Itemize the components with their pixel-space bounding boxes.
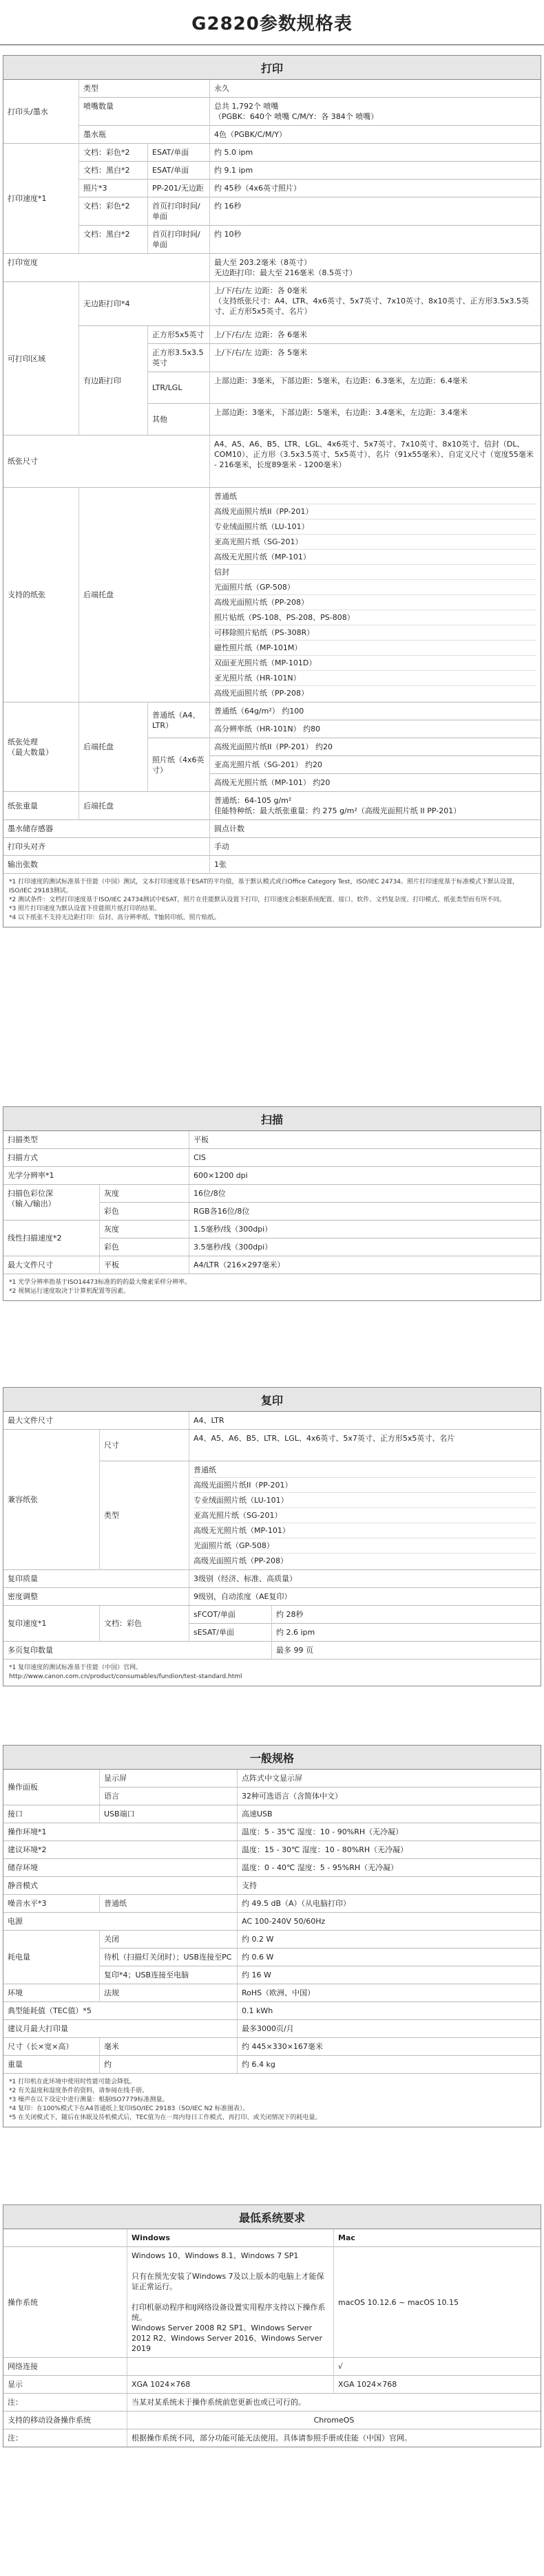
general-duty-key: 建议月最大打印量 (3, 2020, 238, 2038)
print-ink-tank-value: 4色（PGBK/C/M/Y） (210, 126, 541, 144)
system-section (3, 2204, 541, 2447)
copy-notes: *1 复印速度的测试标准基于佳能（中国）官网。 http://www.canon.com.cn/product/consumables/fundion/test-standard.html (9, 1664, 242, 1680)
print-qty-value: 1张 (210, 856, 541, 874)
print-area-size: LTR/LGL (148, 372, 210, 404)
copy-paper-item: 高级光面照片纸II（PP-201） (193, 1478, 536, 1493)
copy-multi-key: 多页复印数量 (3, 1642, 272, 1660)
print-head-label: 打印头/墨水 (3, 80, 79, 144)
paper-type-item: 照片贴纸（PS-108、PS-208、PS-808） (214, 610, 536, 625)
print-area-margin: 上/下/右/左 边距：各 6毫米 (210, 326, 541, 344)
print-speed-value: 约 45秒（4x6英寸照片） (210, 180, 541, 197)
print-speed-key: 文档：彩色*2 (79, 197, 148, 226)
general-consumption-value: 约 0.6 W (238, 1949, 541, 1966)
paper-type-item: 高级光面照片纸II（PP-201） (214, 504, 536, 519)
paper-type-item: 亚高光照片纸（SG-201） (214, 535, 536, 550)
general-iface-key: 接口 (3, 1805, 100, 1823)
scan-line-key: 灰度 (100, 1221, 189, 1238)
print-weight-label: 纸张重量 (3, 792, 79, 820)
print-speed-key: 文档：黑白*2 (79, 226, 148, 254)
scan-depth-value: 16位/8位 (189, 1185, 541, 1203)
print-supported-paper-list (210, 488, 541, 702)
print-speed-mode: ESAT/单面 (148, 144, 210, 162)
print-ink-sensor-label: 墨水储存感器 (3, 820, 210, 838)
print-speed-value: 约 5.0 ipm (210, 144, 541, 162)
print-ink-tank-key: 墨水瓶 (79, 126, 210, 144)
copy-size-value: A4、A5、A6、B5、LTR、LGL、4x6英寸、5x7英寸、正方形5x5英寸、名片 (189, 1430, 541, 1461)
system-display-mac: XGA 1024×768 (334, 2376, 541, 2394)
print-head-type-key: 类型 (79, 80, 210, 98)
scan-line-label: 线性扫描速度*2 (3, 1221, 100, 1256)
scan-line-key: 彩色 (100, 1238, 189, 1256)
copy-type-label: 类型 (100, 1461, 189, 1570)
print-speed-mode: ESAT/单面 (148, 162, 210, 180)
system-browser-windows (127, 2358, 334, 2376)
paper-type-item: 双面亚光照片纸（MP-101D） (214, 656, 536, 671)
print-align-value: 手动 (210, 838, 541, 856)
general-weight-key: 重量 (3, 2056, 100, 2074)
print-bordered-label: 有边距打印 (79, 326, 148, 436)
print-area-margin: 上部边距：3毫米，下部边距：5毫米，右边距：6.3毫米，左边距：6.4毫米 (210, 372, 541, 404)
system-footer-value: 根据操作系统不同，部分功能可能无法使用。具体请参照手册或佳能（中国）官网。 (132, 2434, 412, 2443)
system-note-value: 当某对某系统未于操作系统前您更新也或已可行的。 (127, 2394, 541, 2412)
print-speed-value: 约 16秒 (210, 197, 541, 226)
print-capacity-item: 普通纸（64g/m²） 约100 (210, 702, 541, 720)
copy-speed-value: 约 2.6 ipm (272, 1624, 541, 1642)
general-section (3, 1745, 541, 2127)
scan-depth-key: 彩色 (100, 1203, 189, 1221)
print-area-margin: 上部边距：3毫米，下部边距：5毫米，右边距：3.4毫米，左边距：3.4毫米 (210, 404, 541, 436)
system-section-heading: 最低系统要求 (3, 2205, 541, 2229)
copy-max-key: 最大文件尺寸 (3, 1412, 189, 1430)
print-capacity-label: 纸张处理 （最大数量） (3, 702, 79, 792)
general-tec-value: 0.1 kWh (238, 2002, 541, 2020)
general-weight-sub: 约 (100, 2056, 238, 2074)
system-display-label: 显示 (3, 2376, 127, 2394)
print-width-value: 最大至 203.2毫米（8英寸） 无边距打印：最大至 216毫米（8.5英寸） (210, 254, 541, 282)
general-dims-sub: 毫米 (100, 2038, 238, 2056)
system-display-windows: XGA 1024×768 (127, 2376, 334, 2394)
scan-row-key: 扫描类型 (3, 1131, 189, 1149)
print-weight-value: 普通纸：64-105 g/m² 佳能特种纸：最大纸张重量：约 275 g/m²（高级光面照片纸 II PP-201） (210, 792, 541, 820)
general-consumption-key: 复印*4；USB连接至电脑 (100, 1966, 238, 1984)
print-weight-tray: 后端托盘 (79, 792, 210, 820)
copy-paper-item: 普通纸 (193, 1463, 536, 1478)
print-area-margin: 上/下/右/左 边距：各 5毫米 (210, 344, 541, 372)
general-panel-value: 32种可选语言（含简体中文） (238, 1788, 541, 1805)
general-noise-value: 约 49.5 dB（A）（从电脑打印） (238, 1895, 541, 1913)
print-section-heading: 打印 (3, 56, 541, 80)
print-speed-mode: PP-201/无边距 (148, 180, 210, 197)
print-speed-key: 文档：彩色*2 (79, 144, 148, 162)
print-speed-mode: 首页打印时间/单面 (148, 226, 210, 254)
scan-section (3, 1106, 541, 1301)
print-head-type-value: 永久 (210, 80, 541, 98)
system-mobile-label: 支持的移动设备操作系统 (3, 2412, 127, 2429)
system-os-label: 操作系统 (3, 2247, 127, 2358)
general-env-std-key: 环境 (3, 1984, 100, 2002)
scan-depth-label: 扫描色彩位深 （输入/输出） (3, 1185, 100, 1221)
scan-max-value: A4/LTR（216×297毫米） (189, 1256, 541, 1274)
general-consumption-key: 待机（扫描灯关闭时）；USB连接至PC (100, 1949, 238, 1966)
scan-row-key: 光学分辨率*1 (3, 1167, 189, 1185)
print-supported-paper-tray: 后端托盘 (79, 488, 210, 702)
scan-depth-key: 灰度 (100, 1185, 189, 1203)
paper-type-item: 磁性照片纸（MP-101M） (214, 641, 536, 656)
print-notes: *1 打印速度的测试标准基于佳能（中国）测试，文本打印速度基于ESAT的平均值，基于默认模式或白Office Category Test，ISO/IEC 24734。照片打印速度基于标准模式下默认设置，ISO/IEC 29183测试。 *2 测试条件：文档打印速度基于ISO/IEC 24734测试中ESAT，照片在佳能默认设置下打印，打印速度会根据系统配置、接口、软件、文档复杂度、打印模式、纸张类型而有所不同。 *3 照片打印速度为默认设置下佳能照片纸打印的结果。 *4 以下纸张不支持无边距打印：信封、高分辨率纸、T恤转印纸、照片贴纸。 (9, 879, 519, 921)
print-capacity-item: 亚高光照片纸（SG-201） 约20 (210, 756, 541, 774)
system-col-mac: Mac (334, 2229, 541, 2247)
general-noise-sub: 普通纸 (100, 1895, 238, 1913)
copy-speed-key: sESAT/单面 (189, 1624, 272, 1642)
print-area-size: 正方形3.5x3.5英寸 (148, 344, 210, 372)
copy-grid (3, 1412, 541, 1606)
general-dims-key: 尺寸（长×宽×高） (3, 2038, 100, 2056)
scan-depth-value: RGB各16位/8位 (189, 1203, 541, 1221)
system-col-windows: Windows (127, 2229, 334, 2247)
print-nozzle-value: 总共 1,792个 喷嘴 （PGBK：640个 喷嘴 C/M/Y：各 384个 喷嘴） (210, 98, 541, 126)
print-capacity-item: 高级无光照片纸（MP-101） 约20 (210, 774, 541, 792)
print-capacity-tray: 后端托盘 (79, 702, 148, 792)
paper-type-item: 高级光面照片纸（PP-208） (214, 689, 308, 698)
general-weight-value: 约 6.4 kg (238, 2056, 541, 2074)
print-area-label: 可打印区域 (3, 282, 79, 436)
scan-section-heading: 扫描 (3, 1107, 541, 1131)
general-panel-label: 操作面板 (3, 1770, 100, 1805)
print-capacity-plain-label: 普通纸（A4、LTR） (148, 702, 210, 738)
copy-paper-item: 亚高光照片纸（SG-201） (193, 1508, 536, 1523)
copy-density-value: 9级别，自动浓度（AE复印） (189, 1588, 541, 1606)
paper-type-item: 普通纸 (214, 489, 536, 504)
copy-max-value: A4、LTR (189, 1412, 541, 1430)
general-panel-key: 显示屏 (100, 1770, 238, 1788)
print-capacity-item: 高级光面照片纸II（PP-201） 约20 (210, 738, 541, 756)
copy-speed-doc: 文档：彩色 (100, 1606, 189, 1642)
general-consumption-value: 约 0.2 W (238, 1931, 541, 1949)
print-speed-key: 文档：黑白*2 (79, 162, 148, 180)
scan-row-value: 600×1200 dpi (189, 1167, 541, 1185)
general-panel-value: 点阵式中文显示屏 (238, 1770, 541, 1788)
general-section-heading: 一般规格 (3, 1746, 541, 1770)
print-nozzle-key: 喷嘴数量 (79, 98, 210, 126)
print-speed-value: 约 10秒 (210, 226, 541, 254)
general-grid (3, 1770, 541, 2074)
general-tec-key: 典型能耗值（TEC值）*5 (3, 2002, 238, 2020)
copy-speed-grid (3, 1606, 541, 1660)
copy-speed-key: sFCOT/单面 (189, 1606, 272, 1624)
scan-notes: *1 光学分辨率指基于ISO14473标准的的的最大像素采样分辨率。 *2 视频运行速度取决于计算机配置等因素。 (9, 1279, 191, 1295)
scan-grid (3, 1131, 541, 1274)
general-env-value: 温度：0 - 40℃ 湿度：5 - 95%RH（无冷凝） (238, 1859, 541, 1877)
scan-max-key: 最大文件尺寸 (3, 1256, 100, 1274)
copy-speed-label: 复印速度*1 (3, 1606, 100, 1642)
paper-type-item: 光面照片纸（GP-508） (214, 580, 536, 595)
print-borderless-value: 上/下/右/左 边距：各 0毫米 （支持纸张尺寸：A4、LTR、4x6英寸、5x7英寸、7x10英寸、8x10英寸、正方形3.5x3.5英寸、正方形5x5英寸、名片） (210, 282, 541, 326)
print-speed-key: 照片*3 (79, 180, 148, 197)
system-footer-label: 注： (3, 2429, 127, 2447)
print-speed-mode: 首页打印时间/单面 (148, 197, 210, 226)
copy-multi-value: 最多 99 页 (272, 1642, 541, 1660)
copy-quality-value: 3级别（经济、标准、高质量） (189, 1570, 541, 1588)
general-env-value: 温度：15 - 30℃ 湿度：10 - 80%RH（无冷凝） (238, 1841, 541, 1859)
print-area-size: 其他 (148, 404, 210, 436)
copy-size-label: 尺寸 (100, 1430, 189, 1461)
general-env-key: 建议环境*2 (3, 1841, 238, 1859)
copy-type-list (189, 1461, 541, 1570)
paper-type-item: 高级无光照片纸（MP-101） (214, 550, 536, 565)
copy-speed-value: 约 28秒 (272, 1606, 541, 1624)
general-consumption-label: 耗电量 (3, 1931, 100, 1984)
general-duty-value: 最多3000页/月 (238, 2020, 541, 2038)
general-consumption-value: 约 16 W (238, 1966, 541, 1984)
print-speed-label: 打印速度*1 (3, 144, 79, 254)
print-supported-paper-label: 支持的纸张 (3, 488, 79, 702)
print-speed-value: 约 9.1 ipm (210, 162, 541, 180)
system-os-mac: macOS 10.12.6 ~ macOS 10.15 (334, 2247, 541, 2358)
copy-quality-key: 复印质量 (3, 1570, 189, 1588)
general-power-key: 电源 (3, 1913, 238, 1931)
scan-max-mode: 平板 (100, 1256, 189, 1274)
general-power-value: AC 100-240V 50/60Hz (238, 1913, 541, 1931)
general-env-value: 温度：5 - 35℃ 湿度：10 - 90%RH（无冷凝） (238, 1823, 541, 1841)
print-grid (3, 80, 541, 874)
general-iface-value: 高速USB (238, 1805, 541, 1823)
general-noise-key: 噪音水平*3 (3, 1895, 100, 1913)
copy-density-key: 密度调整 (3, 1588, 189, 1606)
print-borderless-label: 无边距打印*4 (79, 282, 210, 326)
system-browser-mac: √ (334, 2358, 541, 2376)
scan-line-value: 3.5毫秒/线（300dpi） (189, 1238, 541, 1256)
general-panel-key: 语言 (100, 1788, 238, 1805)
print-align-label: 打印头对齐 (3, 838, 210, 856)
paper-type-item: 信封 (214, 565, 536, 580)
paper-type-item: 亚光照片纸（HR-101N） (214, 671, 536, 686)
paper-type-item: 专业绒面照片纸（LU-101） (214, 519, 536, 535)
copy-paper-item: 光面照片纸（GP-508） (193, 1538, 536, 1554)
print-width-label: 打印宽度 (3, 254, 210, 282)
copy-section (3, 1387, 541, 1686)
page-title: G2820参数规格表 (0, 0, 544, 45)
scan-row-value: 平板 (189, 1131, 541, 1149)
system-browser-label: 网络连接 (3, 2358, 127, 2376)
general-env-std-sub: 法规 (100, 1984, 238, 2002)
general-dims-value: 约 445×330×167毫米 (238, 2038, 541, 2056)
copy-paper-item: 专业绒面照片纸（LU-101） (193, 1493, 536, 1508)
system-grid (3, 2229, 541, 2447)
general-env-key: 静音模式 (3, 1877, 238, 1895)
general-env-key: 操作环境*1 (3, 1823, 238, 1841)
print-capacity-item: 高分辨率纸（HR-101N） 约80 (210, 720, 541, 738)
print-qty-label: 输出张数 (3, 856, 210, 874)
paper-type-item: 可移除照片贴纸（PS-308R） (214, 625, 536, 641)
scan-line-value: 1.5毫秒/线（300dpi） (189, 1221, 541, 1238)
paper-type-item: 高级光面照片纸（PP-208） (214, 595, 536, 610)
general-env-key: 储存环境 (3, 1859, 238, 1877)
system-mobile-value: ChromeOS (127, 2412, 541, 2429)
print-paper-size-value: A4、A5、A6、B5、LTR、LGL、4x6英寸、5x7英寸、7x10英寸、8x10英寸、信封（DL、COM10）、正方形（3.5x3.5英寸、5x5英寸）、名片（91x55毫米）、自定义尺寸（宽度55毫米 - 216毫米，长度89毫米 - 1200毫米） (210, 436, 541, 488)
copy-media-label: 兼容纸张 (3, 1430, 100, 1570)
system-os-windows: Windows 10、Windows 8.1、Windows 7 SP1 只有在预先安装了Windows 7及以上版本的电脑上才能保证正常运行。 打印机驱动程序和IJ网络设备设置实用程序支持以下操作系统。 Windows Server 2008 R2 SP1、Windows Server 2012 R2、Windows Server 2016、Windows Server 2019 (127, 2247, 334, 2358)
system-col-blank (3, 2229, 127, 2247)
print-capacity-photo-label: 照片纸（4x6英寸） (148, 738, 210, 792)
scan-row-key: 扫描方式 (3, 1149, 189, 1167)
general-iface-sub: USB端口 (100, 1805, 238, 1823)
system-note-label: 注： (3, 2394, 127, 2412)
scan-row-value: CIS (189, 1149, 541, 1167)
general-env-value: 支持 (238, 1877, 541, 1895)
print-area-size: 正方形5x5英寸 (148, 326, 210, 344)
copy-section-heading: 复印 (3, 1388, 541, 1412)
copy-paper-item: 高级光面照片纸（PP-208） (193, 1556, 288, 1565)
print-paper-size-label: 纸张尺寸 (3, 436, 210, 488)
print-section (3, 55, 541, 927)
general-env-std-value: RoHS（欧洲、中国） (238, 1984, 541, 2002)
copy-paper-item: 高级无光照片纸（MP-101） (193, 1523, 536, 1538)
general-notes: *1 打印机在此环境中使用时性能可能会降低。 *2 有关温度和湿度条件的资料，请参阅在线手册。 *3 噪声在以下设定中进行测量：根据ISO7779标准测量。 *4 复印：在100%模式下在A4普通纸上复印ISO/IEC 29183（SO/IEC N2 标准图表）。 *5 在关闭模式下，随后在休眠及待机模式后，TEC值为在一周内每日工作模式、再打印、或关闭情况下的耗电量。 (9, 2079, 322, 2121)
general-consumption-key: 关闭 (100, 1931, 238, 1949)
print-ink-sensor-value: 圆点计数 (210, 820, 541, 838)
